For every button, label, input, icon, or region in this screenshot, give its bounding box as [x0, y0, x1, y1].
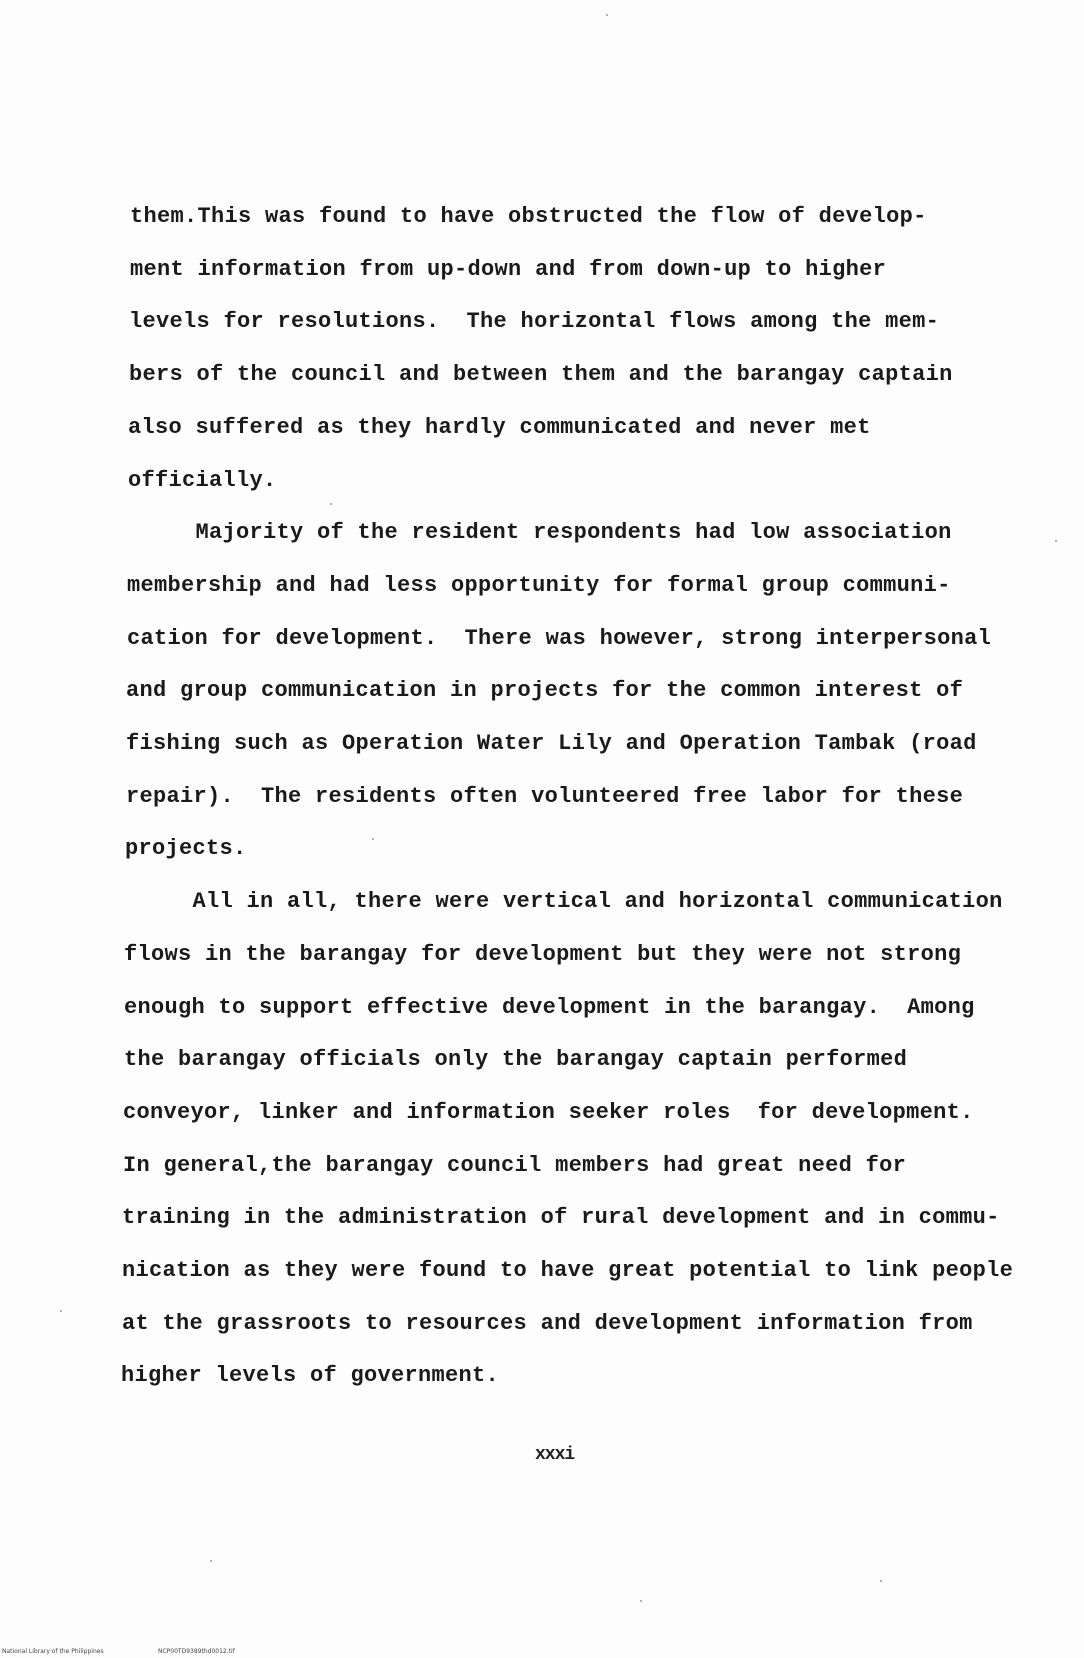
- text-line: and group communication in projects for the common interest of: [126, 678, 964, 703]
- scan-speck: [880, 1580, 882, 1582]
- text-line: fishing such as Operation Water Lily and Operation Tambak (road: [126, 731, 977, 756]
- text-line: enough to support effective development in the barangay. Among: [124, 995, 975, 1020]
- text-line: membership and had less opportunity for formal group communi-: [127, 573, 951, 598]
- text-line: levels for resolutions. The horizontal flows among the mem-: [129, 309, 940, 334]
- text-line: them.This was found to have obstructed the flow of develop-: [130, 204, 927, 229]
- footer-file-id: NCP00TD9389thd0012.tif: [158, 1648, 235, 1655]
- text-line: ment information from up-down and from down-up to higher: [130, 257, 887, 282]
- text-line: nication as they were found to have great potential to link people: [122, 1258, 1014, 1283]
- text-line: at the grassroots to resources and development information from: [122, 1311, 973, 1336]
- text-line: bers of the council and between them and the barangay captain: [129, 362, 953, 387]
- text-line: All in all, there were vertical and horizontal communication: [125, 889, 1003, 914]
- text-line: conveyor, linker and information seeker roles for development.: [123, 1100, 974, 1125]
- scan-speck: [640, 1600, 642, 1602]
- scan-speck: [330, 503, 332, 505]
- text-line: higher levels of government.: [121, 1363, 500, 1388]
- text-line: Majority of the resident respondents had low association: [128, 520, 952, 545]
- text-line: officially.: [128, 468, 277, 493]
- text-line: the barangay officials only the barangay captain performed: [124, 1047, 908, 1072]
- text-line: flows in the barangay for development but they were not strong: [124, 942, 962, 967]
- text-line: In general,the barangay council members had great need for: [123, 1153, 907, 1178]
- scan-speck: [1055, 540, 1057, 542]
- scan-speck: [60, 1310, 62, 1312]
- scan-speck: [606, 14, 608, 16]
- page-number: xxxi: [535, 1445, 575, 1465]
- scan-speck: [210, 1560, 212, 1562]
- text-line: cation for development. There was however, strong interpersonal: [127, 626, 992, 651]
- text-line: also suffered as they hardly communicated and never met: [128, 415, 871, 440]
- text-line: training in the administration of rural development and in commu-: [122, 1205, 1000, 1230]
- scan-speck: [372, 838, 374, 840]
- footer-library-label: National Library of the Philippines: [2, 1648, 104, 1655]
- text-line: projects.: [125, 836, 247, 861]
- text-line: repair). The residents often volunteered free labor for these: [126, 784, 964, 809]
